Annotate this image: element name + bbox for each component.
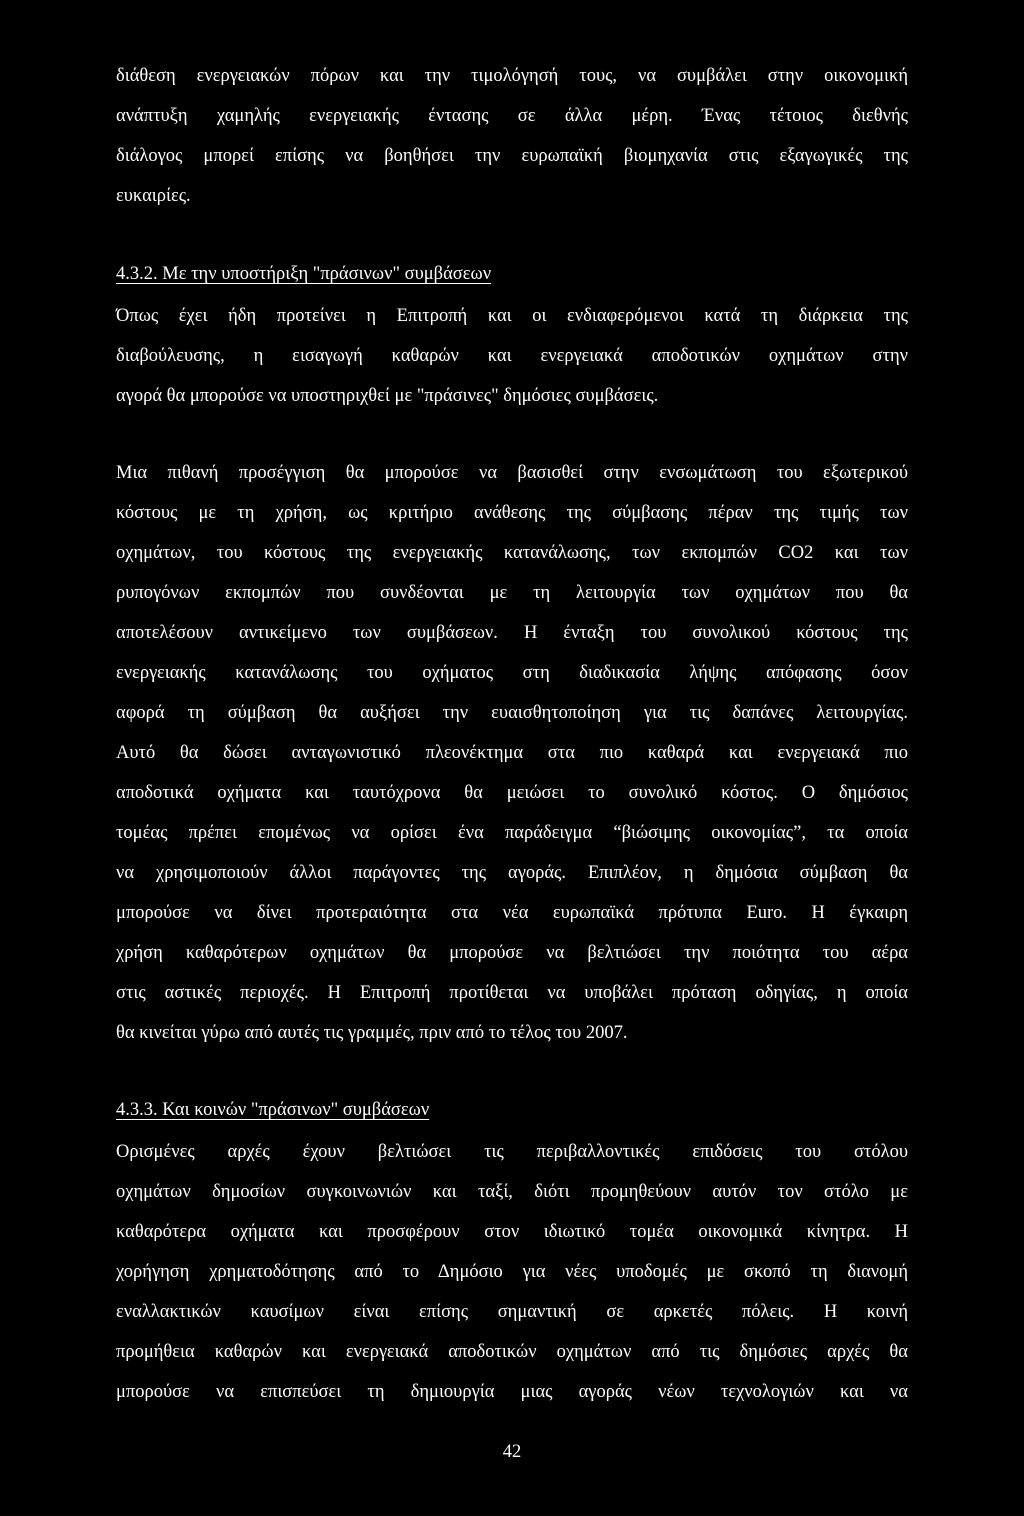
text-line: καθαρότερα οχήματα και προσφέρουν στον ιδιωτικό τομέα οικονομικά κίνητρα. Η bbox=[116, 1222, 908, 1242]
text-line: διάλογος μπορεί επίσης να βοηθήσει την ευρωπαϊκή βιομηχανία στις εξαγωγικές της bbox=[116, 146, 908, 166]
text-line: οχημάτων δημοσίων συγκοινωνιών και ταξί, διότι προμηθεύουν αυτόν τον στόλο με bbox=[116, 1182, 908, 1202]
text-line: προμήθεια καθαρών και ενεργειακά αποδοτικών οχημάτων από τις δημόσιες αρχές θα bbox=[116, 1342, 908, 1362]
text-line: να χρησιμοποιούν άλλοι παράγοντες της αγοράς. Επιπλέον, η δημόσια σύμβαση θα bbox=[116, 863, 908, 883]
text-line: μπορούσε να δίνει προτεραιότητα στα νέα ευρωπαϊκά πρότυπα Euro. Η έγκαιρη bbox=[116, 903, 908, 923]
text-line: θα κινείται γύρω από αυτές τις γραμμές, πριν από το τέλος του 2007. bbox=[116, 1023, 628, 1043]
text-line: αφορά τη σύμβαση θα αυξήσει την ευαισθητοποίηση για τις δαπάνες λειτουργίας. bbox=[116, 703, 908, 723]
text-line: μπορούσε να επισπεύσει τη δημιουργία μιας αγοράς νέων τεχνολογιών και να bbox=[116, 1382, 908, 1402]
text-line: τομέας πρέπει επομένως να ορίσει ένα παράδειγμα “βιώσιμης οικονομίας”, τα οποία bbox=[116, 823, 908, 843]
text-line: διάθεση ενεργειακών πόρων και την τιμολόγησή τους, να συμβάλει στην οικονομική bbox=[116, 66, 908, 86]
text-line: αποδοτικά οχήματα και ταυτόχρονα θα μειώσει το συνολικό κόστος. Ο δημόσιος bbox=[116, 783, 908, 803]
text-line: Όπως έχει ήδη προτείνει η Επιτροπή και οι ενδιαφερόμενοι κατά τη διάρκεια της bbox=[116, 306, 908, 326]
text-line: Μια πιθανή προσέγγιση θα μπορούσε να βασισθεί στην ενσωμάτωση του εξωτερικού bbox=[116, 463, 908, 483]
section-heading-432: 4.3.2. Με την υποστήριξη "πράσινων" συμβάσεων bbox=[116, 264, 492, 284]
text-line: Αυτό θα δώσει ανταγωνιστικό πλεονέκτημα στα πιο καθαρά και ενεργειακά πιο bbox=[116, 743, 908, 763]
text-line: Ορισμένες αρχές έχουν βελτιώσει τις περιβαλλοντικές επιδόσεις του στόλου bbox=[116, 1142, 908, 1162]
text-line: ρυπογόνων εκπομπών που συνδέονται με τη λειτουργία των οχημάτων που θα bbox=[116, 583, 908, 603]
text-line: ανάπτυξη χαμηλής ενεργειακής έντασης σε άλλα μέρη. Ένας τέτοιος διεθνής bbox=[116, 106, 908, 126]
text-line: κόστους με τη χρήση, ως κριτήριο ανάθεσης της σύμβασης πέραν της τιμής των bbox=[116, 503, 908, 523]
text-line: αγορά θα μπορούσε να υποστηριχθεί με "πράσινες" δημόσιες συμβάσεις. bbox=[116, 386, 659, 406]
section-heading-433: 4.3.3. Και κοινών "πράσινων" συμβάσεων bbox=[116, 1100, 430, 1120]
text-line: στις αστικές περιοχές. Η Επιτροπή προτίθεται να υποβάλει πρόταση οδηγίας, η οποία bbox=[116, 983, 908, 1003]
text-line: οχημάτων, του κόστους της ενεργειακής κατανάλωσης, των εκπομπών CO2 και των bbox=[116, 543, 908, 563]
text-line: χορήγηση χρηματοδότησης από το Δημόσιο για νέες υποδομές με σκοπό τη διανομή bbox=[116, 1262, 908, 1282]
page-number: 42 bbox=[502, 1442, 522, 1462]
text-line: εναλλακτικών καυσίμων είναι επίσης σημαντική σε αρκετές πόλεις. Η κοινή bbox=[116, 1302, 908, 1322]
text-line: διαβούλευσης, η εισαγωγή καθαρών και ενεργειακά αποδοτικών οχημάτων στην bbox=[116, 346, 908, 366]
text-line: ενεργειακής κατανάλωσης του οχήματος στη διαδικασία λήψης απόφασης όσον bbox=[116, 663, 908, 683]
text-line: χρήση καθαρότερων οχημάτων θα μπορούσε να βελτιώσει την ποιότητα του αέρα bbox=[116, 943, 908, 963]
text-line: ευκαιρίες. bbox=[116, 186, 191, 206]
text-line: αποτελέσουν αντικείμενο των συμβάσεων. Η ένταξη του συνολικού κόστους της bbox=[116, 623, 908, 643]
